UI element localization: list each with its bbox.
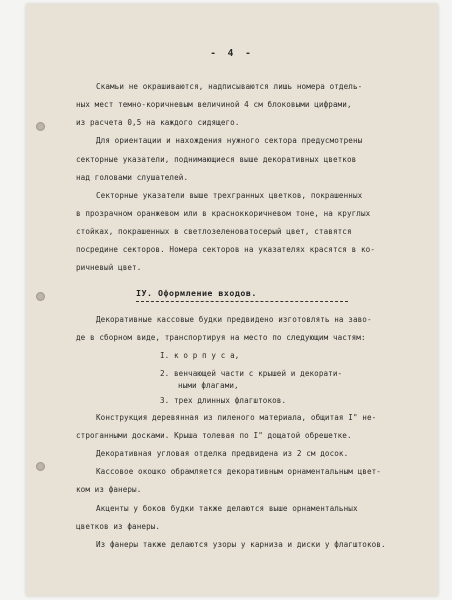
list-item: I. к о р п у с а, <box>160 351 240 360</box>
binder-holes <box>36 4 50 596</box>
text-line: Для ориентации и нахождения нужного сектора предусмотрены <box>96 136 363 145</box>
text-line: из расчета 0,5 на каждого сидящего. <box>76 118 240 127</box>
text-line: Скамьи не окрашиваются, надписываются лишь номера отдель- <box>96 82 363 91</box>
text-line: Декоративные кассовые будки предвидено изготовлять на заво- <box>96 315 372 324</box>
text-line: стойках, покрашенных в светлозеленоватосерый цвет, ставятся <box>76 227 352 236</box>
text-line: Кассовое окошко обрамляется декоративным орнаментальным цвет- <box>96 467 381 476</box>
text-line: Секторные указатели выше трехгранных цветков, покрашенных <box>96 191 363 200</box>
list-item-continuation: ными флагами, <box>178 381 239 390</box>
text-line: секторные указатели, поднимающиеся выше декоративных цветков <box>76 155 357 164</box>
binder-hole <box>36 462 45 471</box>
list-item: 2. венчающей части с крышей и декорати- <box>160 369 343 378</box>
text-line: в прозрачном оранжевом или в красноккоричневом тоне, на круглых <box>76 209 371 218</box>
document-page <box>26 4 438 596</box>
heading-underline <box>136 301 348 302</box>
text-line: Декоративная угловая отделка предвидена из 2 см досок. <box>96 449 349 458</box>
text-line: Из фанеры также делаются узоры у карниза и диски у флагштоков. <box>96 540 386 549</box>
text-line: ных мест темно-коричневым величиной 4 см блоковыми цифрами, <box>76 100 352 109</box>
text-line: строганными досками. Крыша толевая по I" дощатой обрешетке. <box>76 431 352 440</box>
text-line: де в сборном виде, транспортируя на место по следующим частям: <box>76 333 366 342</box>
text-line: Акценты у боков будки также делаются выше орнаментальных <box>96 504 358 513</box>
binder-hole <box>36 122 45 131</box>
page-number: - 4 - <box>210 48 254 59</box>
text-line: ком из фанеры. <box>76 485 142 494</box>
text-line: посредине секторов. Номера секторов на указателях красятся в ко- <box>76 245 375 254</box>
section-heading: IУ. Оформление входов. <box>136 288 257 298</box>
text-line: Конструкция деревянная из пиленого материала, общитая I" не- <box>96 413 377 422</box>
binder-hole <box>36 292 45 301</box>
text-line: ричневый цвет. <box>76 263 142 272</box>
list-item: 3. трех длинных флагштоков. <box>160 396 287 405</box>
text-line: цветков из фанеры. <box>76 522 161 531</box>
text-line: над головами слушателей. <box>76 173 189 182</box>
